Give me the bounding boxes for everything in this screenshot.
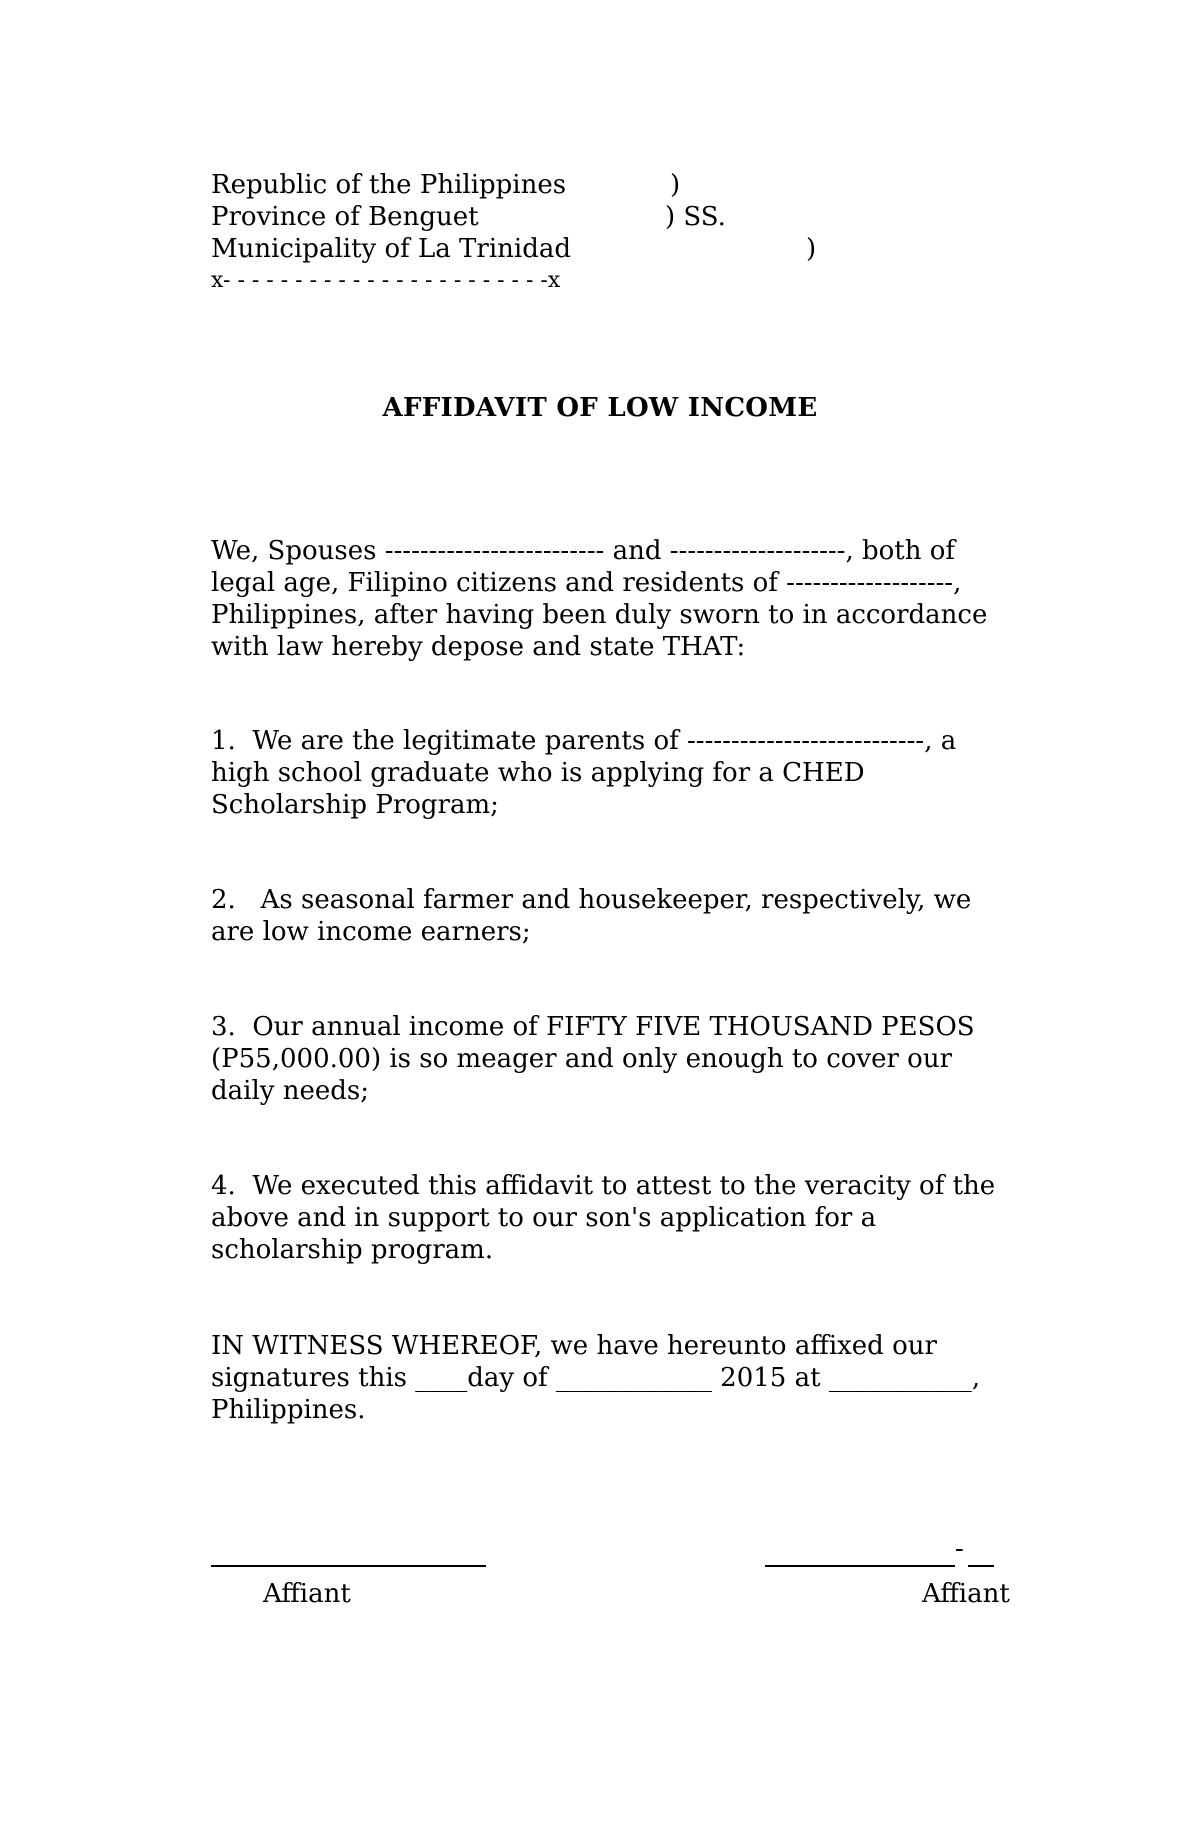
caption-bracket-3: ) [806, 234, 817, 264]
caption-separator: x- - - - - - - - - - - - - - - - - - - - - - -x [211, 268, 561, 293]
item-line: daily needs; [211, 1076, 369, 1106]
intro-line: We, Spouses ------------------------- and --------------------, both of [211, 536, 956, 566]
caption-bracket-ss: ) SS. [665, 202, 726, 232]
witness-line: signatures this ____day of ____________ 2015 at ___________, [211, 1363, 981, 1393]
right-signature-line-tail [968, 1565, 994, 1567]
item-line: 3. Our annual income of FIFTY FIVE THOUSAND PESOS [211, 1012, 975, 1042]
witness-line: Philippines. [211, 1395, 366, 1425]
document-title: AFFIDAVIT OF LOW INCOME [382, 393, 818, 423]
item-line: 1. We are the legitimate parents of ---------------------------, a [211, 726, 957, 756]
caption-bracket-1: ) [670, 170, 681, 200]
intro-line: with law hereby depose and state THAT: [211, 632, 746, 662]
item-line: Scholarship Program; [211, 790, 499, 820]
item-line: (P55,000.00) is so meager and only enough to cover our [211, 1044, 952, 1074]
item-line: are low income earners; [211, 917, 531, 947]
item-line: 2. As seasonal farmer and housekeeper, respectively, we [211, 885, 972, 915]
caption-province: Province of Benguet [211, 202, 479, 232]
intro-line: Philippines, after having been duly sworn to in accordance [211, 600, 988, 630]
right-affiant-label: Affiant [922, 1579, 1010, 1609]
item-line: 4. We executed this affidavit to attest to the veracity of the [211, 1171, 996, 1201]
caption-municipality: Municipality of La Trinidad [211, 234, 571, 264]
intro-line: legal age, Filipino citizens and residents of -------------------, [211, 568, 962, 598]
caption-republic: Republic of the Philippines [211, 170, 567, 200]
left-affiant-label: Affiant [263, 1579, 351, 1609]
left-signature-line [211, 1565, 486, 1567]
witness-line: IN WITNESS WHEREOF, we have hereunto affixed our [211, 1331, 937, 1361]
item-line: high school graduate who is applying for a CHED [211, 758, 865, 788]
item-line: above and in support to our son's application for a [211, 1203, 877, 1233]
right-signature-line [765, 1565, 955, 1567]
right-signature-mark: - [955, 1534, 964, 1564]
item-line: scholarship program. [211, 1235, 494, 1265]
